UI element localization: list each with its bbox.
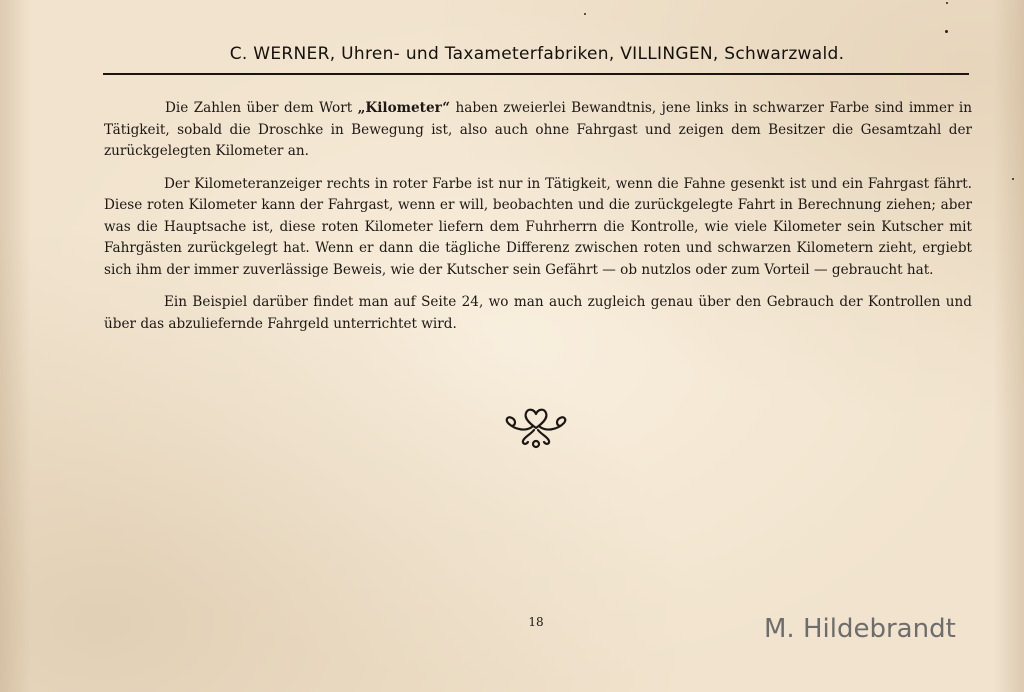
heart-scroll-ornament-icon — [503, 404, 569, 452]
page-number: 18 — [528, 615, 544, 629]
page-header-title: C. WERNER, Uhren- und Taxameterfabriken, VILLINGEN, Schwarzwald. — [229, 44, 845, 64]
paragraph-1-after: haben zweierlei Bewandtnis, jene links in schwarzer Farbe sind immer in Tätigkeit, sobald die Droschke in Bewegung ist, also auch ohne Fahrgast und zeigen dem Besitzer die Gesamtzahl der zurückgelegten Kilometer an. — [104, 100, 972, 159]
paragraph-3: Ein Beispiel darüber findet man auf Seite 24, wo man auch zugleich genau über den Gebrauch der Kontrollen und über das abzuliefernde Fahrgeld unterrichtet wird. — [104, 294, 972, 332]
paragraph-2: Der Kilometeranzeiger rechts in roter Farbe ist nur in Tätigkeit, wenn die Fahne gesenkt ist und ein Fahrgast fährt. Diese roten Kilometer kann der Fahrgast, wenn er will, beobachten und die zurückgelegte Fahrt in Berechnung ziehen; aber was die Hauptsache ist, diese roten Kilometer liefern dem Fuhrherrn die Kontrolle, wie viele Kilometer sein Kutscher mit Fahrgästen zurückgelegt hat. Wenn er dann die tägliche Differenz zwischen roten und schwarzen Kilometern zieht, ergiebt sich ihm der immer zuverlässige Beweis, wie der Kutscher sein Gefährt — ob nutzlos oder zum Vorteil — gebraucht hat. — [104, 175, 972, 278]
paper-speck — [1012, 178, 1014, 180]
paper-speck — [584, 13, 586, 15]
paper-speck — [945, 30, 948, 33]
body-text — [104, 98, 972, 346]
kilometer-emphasis: „Kilometer“ — [357, 100, 451, 116]
watermark-signature: M. Hildebrandt — [764, 614, 956, 644]
paper-speck — [946, 2, 948, 4]
paragraph-1 — [104, 98, 972, 163]
header-rule — [103, 73, 969, 75]
paragraph-1-before: Die Zahlen über dem Wort — [165, 100, 358, 116]
